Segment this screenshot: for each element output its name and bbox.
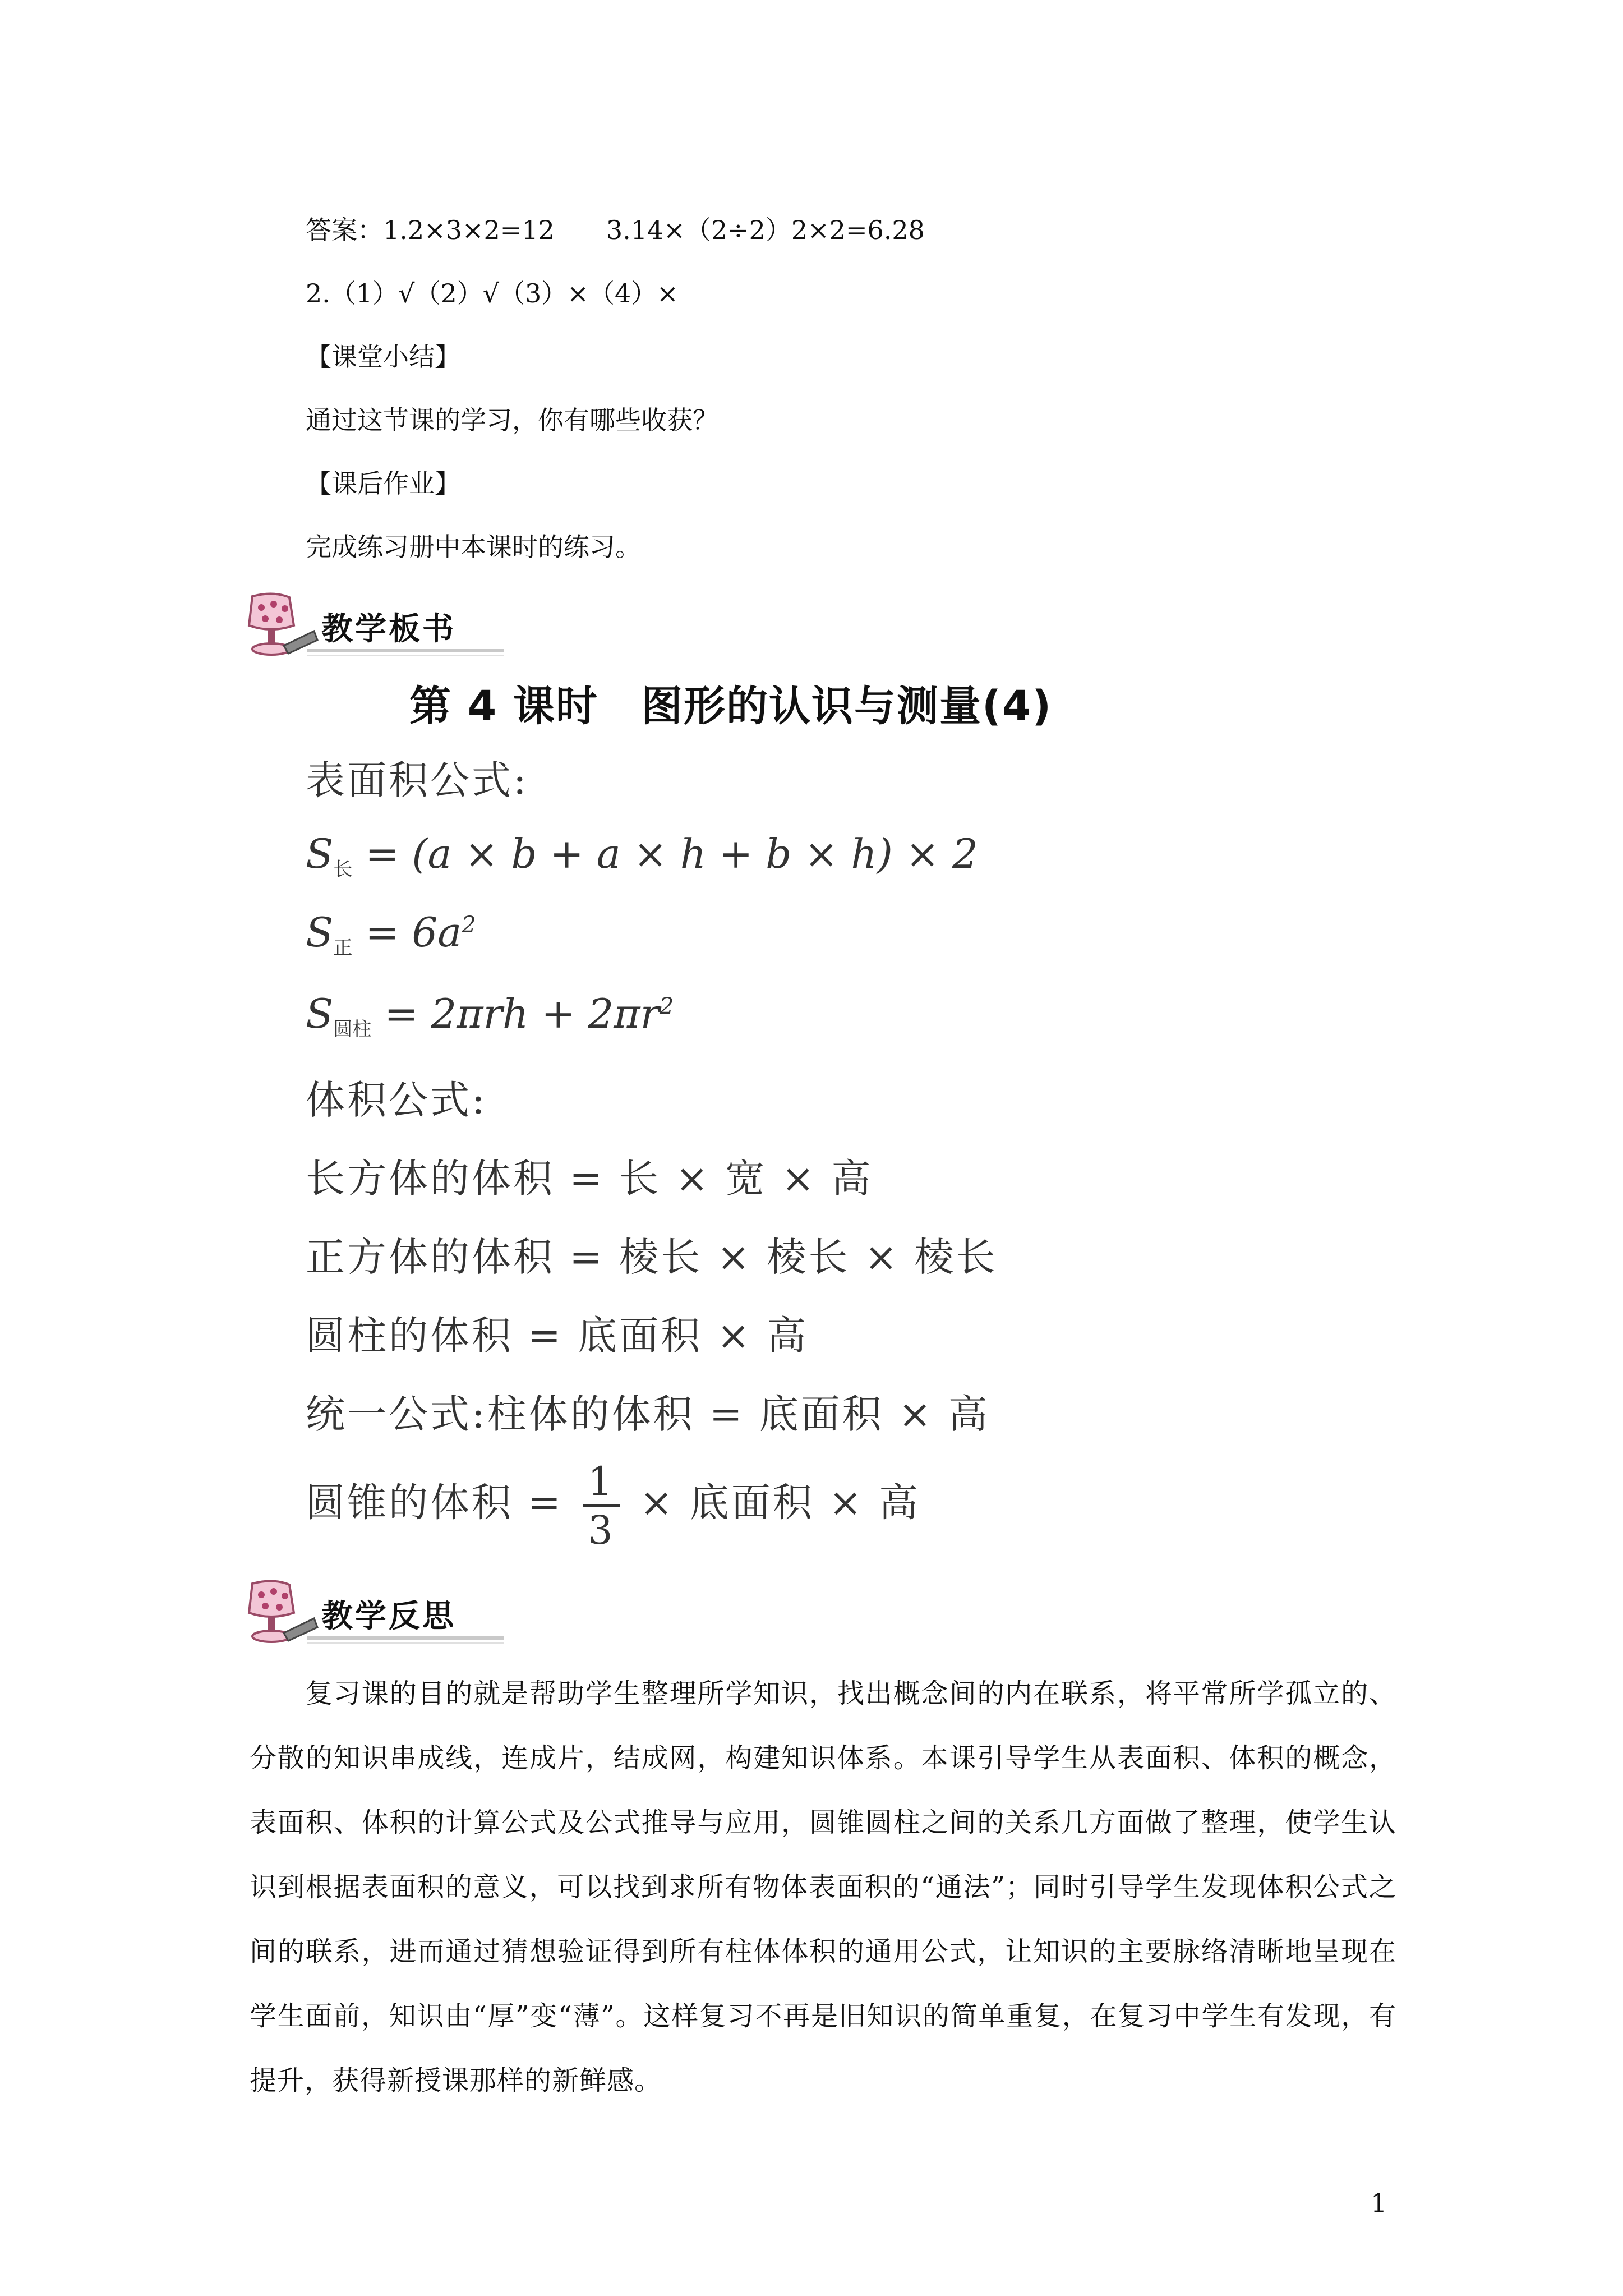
homework-heading: 【课后作业】: [306, 468, 460, 499]
reflection-paragraph: [250, 1662, 1396, 2113]
desk-lamp-icon: [240, 1579, 319, 1649]
fraction: [583, 1458, 620, 1553]
unified-volume-formula: 统一公式:柱体的体积 = 底面积 × 高: [306, 1391, 990, 1437]
formula-rhs: = 6a: [365, 909, 462, 956]
judgement-answer-line: 2.（1）√（2）√（3）×（4）×: [306, 278, 679, 309]
cuboid-volume-formula: 长方体的体积 = 长 × 宽 × 高: [306, 1156, 873, 1202]
reflection-section-title: 教学反思: [321, 1598, 456, 1635]
formula-left: 圆锥的体积 =: [306, 1479, 563, 1526]
divider: [307, 655, 504, 656]
reflection-text: 复习课的目的就是帮助学生整理所学知识，找出概念间的内在联系，将平常所学孤立的、分散的知识串成线，连成片，结成网，构建知识体系。本课引导学生从表面积、体积的概念，表面积、体积的计算公式及公式推导与应用，圆锥圆柱之间的关系几方面做了整理，使学生认识到根据表面积的意义，可以找到求所有物体表面积的“通法”；同时引导学生发现体积公式之间的联系，进而通过猜想验证得到所有柱体体积的通用公式，让知识的主要脉络清晰地呈现在学生面前，知识由“厚”变“薄”。这样复习不再是旧知识的简单重复，在复习中学生有发现，有提升，获得新授课那样的新鲜感。: [250, 1678, 1396, 2096]
formula-right: × 底面积 × 高: [639, 1479, 921, 1526]
divider: [307, 1636, 504, 1640]
class-summary-heading: 【课堂小结】: [306, 342, 460, 372]
reflection-section-header: [240, 1579, 504, 1649]
formula-symbol: S: [306, 990, 334, 1037]
formula-subscript: 正: [333, 937, 353, 959]
answer-line: 答案：1.2×3×2=12 3.14×（2÷2）2×2=6.28: [306, 215, 925, 245]
formula-symbol: S: [306, 830, 334, 877]
board-section-header: [240, 592, 504, 662]
formula-exponent: 2: [462, 912, 476, 938]
cuboid-surface-formula: [306, 830, 978, 881]
surface-area-heading: 表面积公式:: [306, 757, 529, 803]
homework-text: 完成练习册中本课时的练习。: [306, 532, 641, 562]
class-summary-text: 通过这节课的学习，你有哪些收获？: [306, 405, 718, 435]
cone-volume-formula: [306, 1458, 920, 1553]
cylinder-surface-formula: [306, 990, 674, 1041]
cube-volume-formula: 正方体的体积 = 棱长 × 棱长 × 棱长: [306, 1234, 998, 1280]
desk-lamp-icon: [240, 592, 319, 662]
formula-rhs: = (a × b + a × h + b × h) × 2: [365, 830, 978, 877]
cylinder-volume-formula: 圆柱的体积 = 底面积 × 高: [306, 1313, 809, 1359]
formula-exponent: 2: [660, 993, 674, 1019]
formula-subscript: 长: [333, 858, 353, 881]
divider: [307, 1642, 504, 1644]
formula-subscript: 圆柱: [333, 1018, 372, 1041]
formula-rhs: = 2πrh + 2πr: [384, 990, 660, 1037]
formula-symbol: S: [306, 909, 334, 956]
fraction-denominator: 3: [588, 1507, 615, 1553]
cube-surface-formula: [306, 909, 476, 960]
divider: [307, 649, 504, 652]
board-title: 第 4 课时 图形的认识与测量(4): [409, 682, 1053, 730]
volume-heading: 体积公式:: [306, 1077, 487, 1123]
fraction-numerator: 1: [583, 1458, 620, 1507]
board-section-title: 教学板书: [321, 611, 456, 647]
page-number: 1: [1371, 2188, 1387, 2218]
